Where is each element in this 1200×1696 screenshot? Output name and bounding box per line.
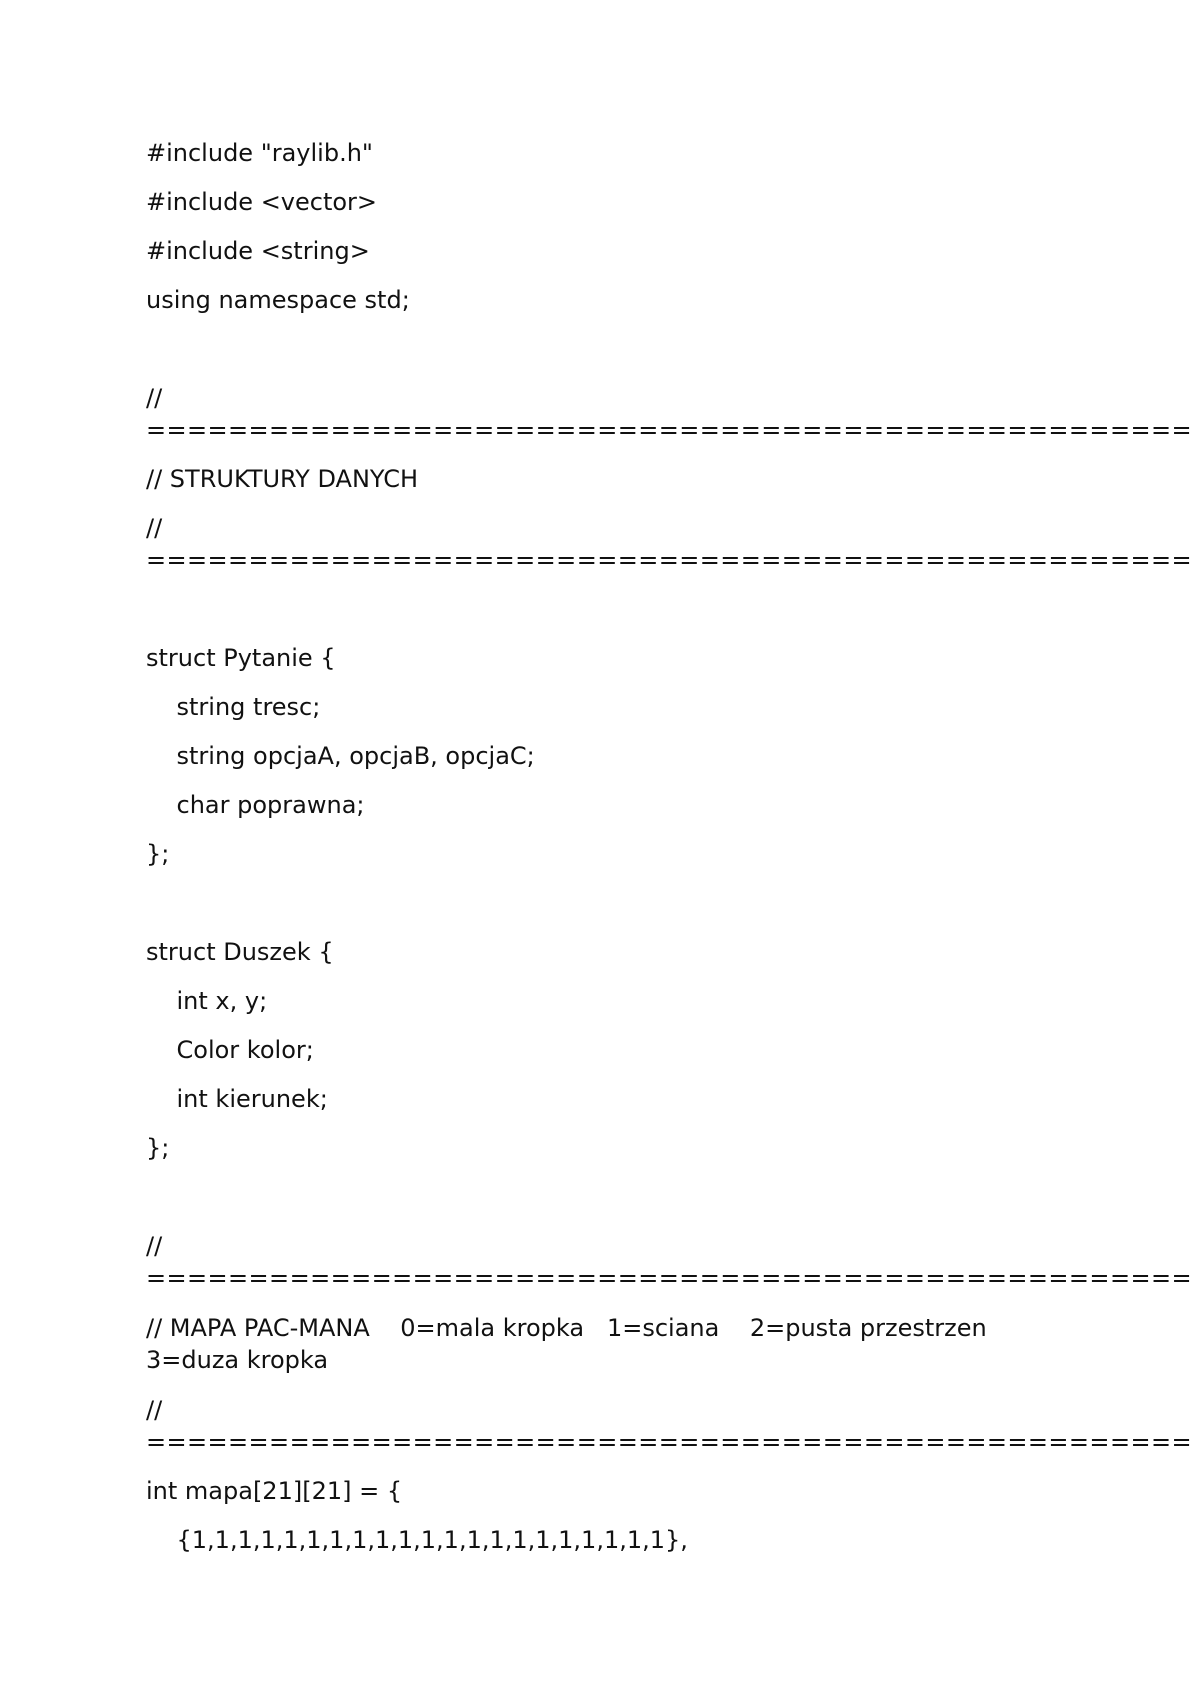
code-line-using-namespace: using namespace std; — [146, 286, 410, 314]
comment-slashes: // — [146, 1232, 163, 1260]
code-line-mapa-row: {1,1,1,1,1,1,1,1,1,1,1,1,1,1,1,1,1,1,1,1,1}, — [146, 1526, 688, 1554]
blank-line — [146, 1182, 1066, 1212]
code-line-include-raylib: #include "raylib.h" — [146, 139, 373, 167]
comment-slashes: // — [146, 384, 163, 412]
separator-line: =================================================== — [146, 1428, 1192, 1456]
code-line-field-xy: int x, y; — [146, 987, 268, 1015]
separator-line: =================================================== — [146, 1264, 1192, 1292]
section-heading-mapa: // MAPA PAC-MANA 0=mala kropka 1=sciana 2=pusta przestrzen 3=duza kropka — [146, 1314, 995, 1374]
comment-slashes: // — [146, 514, 163, 542]
code-line-field-poprawna: char poprawna; — [146, 791, 365, 819]
code-listing — [146, 138, 1192, 1574]
separator-line: =================================================== — [146, 416, 1192, 444]
code-line-struct-pytanie: struct Pytanie { — [146, 644, 336, 672]
code-line-field-kolor: Color kolor; — [146, 1036, 314, 1064]
separator-line: =================================================== — [146, 546, 1192, 574]
code-line-include-vector: #include <vector> — [146, 188, 378, 216]
code-line-struct-end: }; — [146, 840, 170, 868]
blank-line — [146, 594, 1066, 624]
code-line-mapa-decl: int mapa[21][21] = { — [146, 1477, 403, 1505]
section-heading-struktury: // STRUKTURY DANYCH — [146, 465, 419, 493]
code-line-field-opcje: string opcjaA, opcjaB, opcjaC; — [146, 742, 535, 770]
blank-line — [146, 888, 1066, 918]
code-line-field-kierunek: int kierunek; — [146, 1085, 328, 1113]
code-line-struct-duszek: struct Duszek { — [146, 938, 334, 966]
comment-slashes: // — [146, 1396, 163, 1424]
code-line-include-string: #include <string> — [146, 237, 370, 265]
blank-line — [146, 334, 1066, 364]
code-line-struct-end: }; — [146, 1134, 170, 1162]
code-line-field-tresc: string tresc; — [146, 693, 321, 721]
